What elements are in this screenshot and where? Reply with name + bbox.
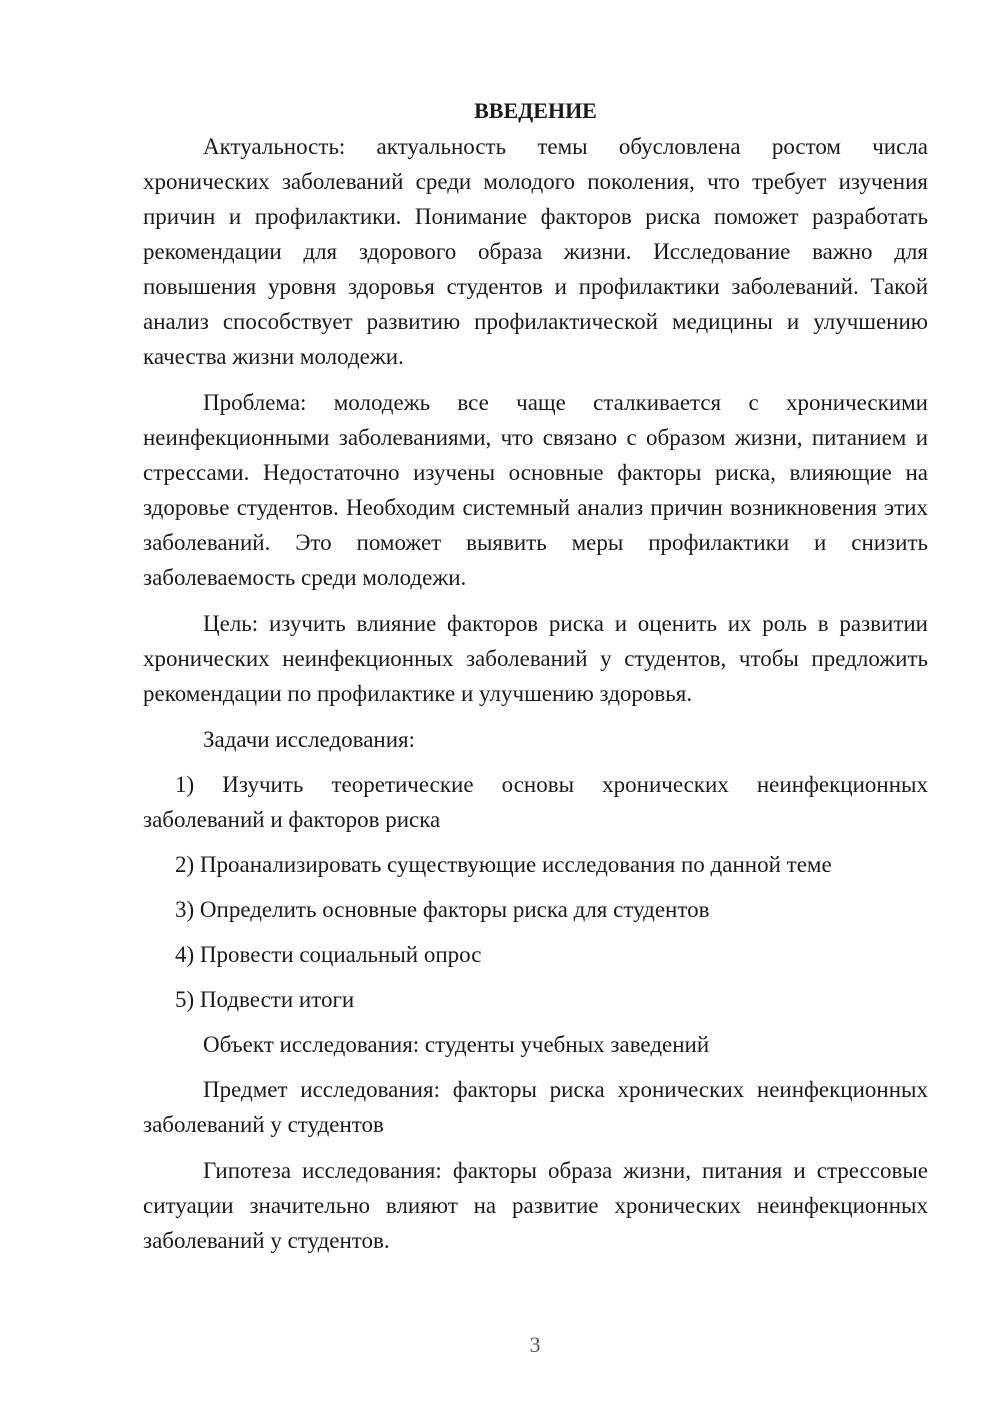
tasks-heading: Задачи исследования: <box>203 727 416 752</box>
paragraph-hypothesis: Гипотеза исследования: факторы образа жизни, питания и стрессовые ситуации значительно влияют на развитие хронических неинфекционных заболеваний у студентов. <box>143 1158 928 1253</box>
paragraph-relevance: Актуальность: актуальность темы обусловлена ростом числа хронических заболеваний среди молодого поколения, что требует изучения причин и профилактики. Понимание факторов риска поможет разработать рекомендации для здорового образа жизни. Исследование важно для повышения уровня здоровья студентов и профилактики заболеваний. Такой анализ способствует развитию профилактической медицины и улучшению качества жизни молодежи. <box>143 134 928 369</box>
list-item: 2) Проанализировать существующие исследования по данной теме <box>175 852 832 877</box>
paragraph-object: Объект исследования: студенты учебных заведений <box>203 1032 710 1057</box>
page-title: ВВЕДЕНИЕ <box>474 98 597 123</box>
paragraph-problem: Проблема: молодежь все чаще сталкивается с хроническими неинфекционными заболеваниями, что связано с образом жизни, питанием и стрессами. Недостаточно изучены основные факторы риска, влияющие на здоровье студентов. Необходим системный анализ причин возникновения этих заболеваний. Это поможет выявить меры профилактики и снизить заболеваемость среди молодежи. <box>143 390 928 590</box>
list-item: 4) Провести социальный опрос <box>175 942 482 967</box>
paragraph-subject: Предмет исследования: факторы риска хронических неинфекционных заболеваний у студентов <box>143 1077 928 1137</box>
list-item: 5) Подвести итоги <box>175 987 355 1012</box>
document-page <box>143 93 928 1269</box>
page-number: 3 <box>529 1332 541 1357</box>
list-item: 1) Изучить теоретические основы хронических неинфекционных заболеваний и факторов риска <box>143 772 928 832</box>
tasks-list <box>143 767 928 1017</box>
list-item: 3) Определить основные факторы риска для студентов <box>175 897 710 922</box>
paragraph-goal: Цель: изучить влияние факторов риска и оценить их роль в развитии хронических неинфекционных заболеваний у студентов, чтобы предложить рекомендации по профилактике и улучшению здоровья. <box>143 611 928 706</box>
